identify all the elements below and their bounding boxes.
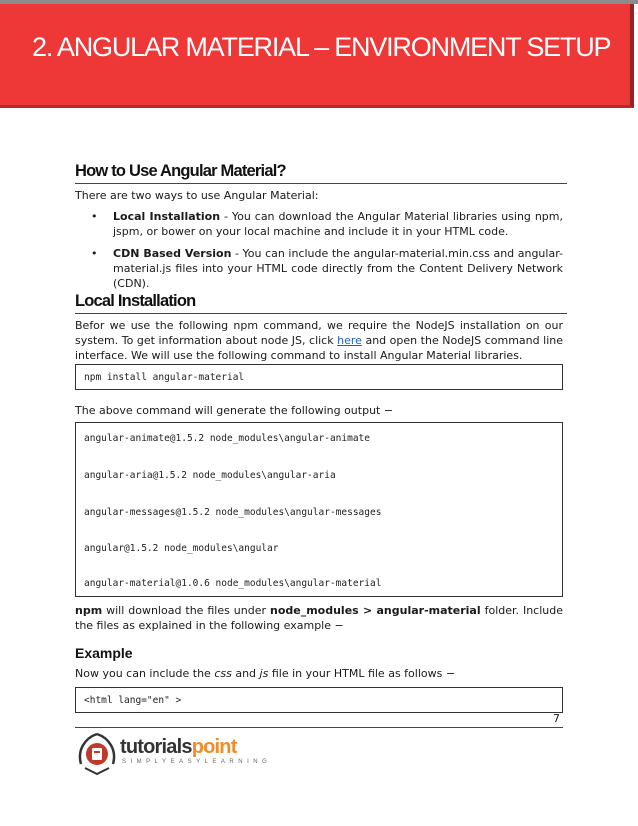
- local-install-paragraph: Befor we use the following npm command, we require the NodeJS installation on our system. To get information about node JS, click here and open the NodeJS command line interface. We will use the following command to install Angular Material libraries.: [75, 319, 563, 362]
- chapter-banner: [0, 4, 634, 108]
- bullet-dot-icon: •: [91, 210, 98, 223]
- output-line: angular@1.5.2 node_modules\angular: [84, 543, 279, 554]
- output-line: angular-aria@1.5.2 node_modules\angular-aria: [84, 470, 336, 481]
- bullet-term: Local Installation: [113, 210, 221, 223]
- example-intro: Now you can include the css and js file in your HTML file as follows −: [75, 667, 456, 680]
- bullet-text: - You can include the angular-material.min.css and angular-material.js files into your HTML code directly from the Content Delivery Network (CDN).: [113, 247, 563, 290]
- chapter-title: 2. ANGULAR MATERIAL – ENVIRONMENT SETUP: [32, 32, 611, 62]
- command-line: npm install angular-material: [84, 372, 245, 383]
- bullet-cdn-version: [91, 246, 563, 291]
- intro-paragraph: There are two ways to use Angular Material:: [75, 189, 319, 202]
- bullet-term: CDN Based Version: [113, 247, 232, 260]
- heading-local-installation: Local Installation: [75, 292, 567, 314]
- logo-tagline: SIMPLYEASYLEARNING: [122, 759, 272, 765]
- npm-download-paragraph: npm will download the files under node_modules > angular-material folder. Include the files as explained in the following example −: [75, 604, 563, 632]
- tutorialspoint-logo: [75, 728, 272, 778]
- page-number: 7: [553, 712, 560, 725]
- logo-emblem-icon: [75, 728, 119, 776]
- here-link[interactable]: here: [337, 334, 362, 347]
- npm-output-box: [75, 422, 563, 597]
- output-line: angular-animate@1.5.2 node_modules\angular-animate: [84, 433, 370, 444]
- logo-wordmark: tutorialspoint: [120, 736, 237, 758]
- output-intro: The above command will generate the following output −: [75, 404, 394, 417]
- output-line: angular-material@1.0.6 node_modules\angular-material: [84, 578, 382, 589]
- output-line: angular-messages@1.5.2 node_modules\angular-messages: [84, 507, 382, 518]
- heading-how-to-use: How to Use Angular Material?: [75, 162, 567, 184]
- bullet-dot-icon: •: [91, 247, 98, 260]
- npm-command-box: [75, 364, 563, 390]
- bullet-local-installation: [91, 209, 563, 239]
- heading-example: Example: [75, 645, 133, 661]
- example-code-box: [75, 687, 563, 713]
- code-line: <html lang="en" >: [84, 695, 182, 706]
- bullet-text: - You can download the Angular Material libraries using npm, jspm, or bower on your local machine and include it in your HTML code.: [113, 210, 563, 238]
